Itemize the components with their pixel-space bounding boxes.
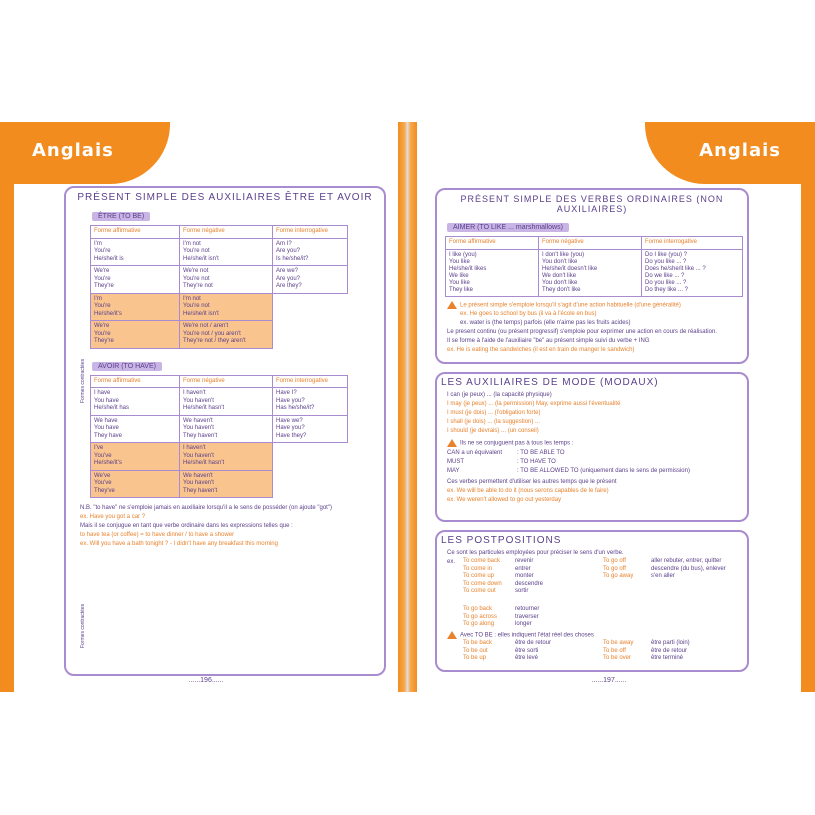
- side-label: Formes contractées: [80, 603, 86, 648]
- cell: We're You're They're: [91, 266, 180, 294]
- post-meaning: retourner: [515, 606, 540, 612]
- post-meaning: entrer: [515, 565, 531, 572]
- tobe-verb: To be up: [463, 655, 487, 662]
- modaux-note: Ces verbes permettent d'utiliser les autres temps que le présent: [447, 478, 617, 485]
- tobe-verb: To be over: [603, 655, 632, 662]
- post-meaning: s'en aller: [651, 573, 675, 579]
- cell: Are we? Are you? Are they?: [273, 266, 348, 294]
- left-frame: [64, 186, 386, 676]
- warning-icon: [447, 439, 457, 447]
- eq-value: : TO BE ABLE TO: [517, 449, 565, 456]
- eq-label: MAY: [447, 467, 460, 474]
- note-line: Mais il se conjugue en tant que verbe ordinaire dans les expressions telles que :: [80, 523, 293, 529]
- left-title: PRÉSENT SIMPLE DES AUXILIAIRES ÊTRE ET AVOIR: [77, 192, 373, 203]
- present-notes: [447, 301, 747, 356]
- post-meaning: aller rebuter, entrer, quitter: [651, 558, 722, 564]
- tobe-meaning: être parti (loin): [651, 640, 690, 647]
- cell: We haven't You haven't They haven't: [180, 415, 273, 443]
- post-meaning: descendre (du bus), enlever: [651, 565, 726, 572]
- postpositions-title: LES POSTPOSITIONS: [441, 535, 562, 546]
- tobe-verb: To be back: [463, 640, 493, 647]
- tobe-meaning: être terminé: [651, 655, 684, 662]
- tobe-line: Avec TO BE : elles indiquent l'état réel des choses: [460, 632, 594, 639]
- avoir-table: [90, 375, 348, 499]
- tobe-meaning: être levé: [515, 655, 539, 662]
- warning-icon: [447, 301, 457, 309]
- book-gutter: [398, 122, 417, 692]
- header-cell: Forme affirmative: [91, 375, 180, 388]
- eq-label: CAN a un équivalent: [447, 449, 503, 456]
- right-page: [417, 122, 815, 692]
- note-line: ex. Will you have a bath tonight ? - I didn't have any breakfast this morning: [80, 541, 278, 547]
- like-table: [445, 236, 743, 297]
- header-cell: Forme négative: [539, 237, 642, 250]
- cell: Have we? Have you? Have they?: [273, 415, 348, 443]
- header-cell: Forme négative: [180, 226, 273, 239]
- empty-cell: [273, 470, 348, 498]
- note-line: ex. He goes to school by bus (il va à l'école en bus): [460, 311, 597, 318]
- postpositions-intro: Ce sont les particules employées pour préciser le sens d'un verbe.: [447, 550, 624, 556]
- cell: Do I like (you) ? Do you like ... ? Does he/she/it like ... ? Do we like ... ? Do you like ... ? Do they like ... ?: [642, 249, 743, 296]
- cell: Am I? Are you? Is he/she/it?: [273, 238, 348, 266]
- etre-tag: ÊTRE (TO BE): [92, 212, 150, 221]
- note-line: N.B. "to have" ne s'emploie jamais en auxiliaire lorsqu'il a le sens de posséder (on ajoute "got"): [80, 505, 332, 511]
- header-cell: Forme interrogative: [273, 375, 348, 388]
- post-ex: ex.: [447, 559, 456, 565]
- empty-cell: [273, 443, 348, 471]
- cell: I have You have He/she/it has: [91, 388, 180, 416]
- post-verb: To go across: [463, 613, 498, 620]
- post-list-2: [463, 606, 747, 629]
- cell: We have You have They have: [91, 415, 180, 443]
- post-meaning: revenir: [515, 558, 534, 564]
- modaux-warning: Ils ne se conjuguent pas à tous les temps :: [460, 440, 574, 447]
- cell: I'm not You're not He/she/it isn't: [180, 293, 273, 321]
- cell: We're You're They're: [91, 321, 180, 349]
- cell: I'm You're He/she/it's: [91, 293, 180, 321]
- post-verb: To go along: [463, 621, 495, 627]
- modaux-note: ex. We weren't allowed to go out yesterday: [447, 496, 562, 503]
- cell: I'm You're He/she/it is: [91, 238, 180, 266]
- note-line: Le présent simple s'emploie lorsqu'il s'agit d'une action habituelle (d'une généralité): [460, 302, 681, 309]
- header-cell: Forme interrogative: [273, 226, 348, 239]
- modaux-title: LES AUXILIAIRES DE MODE (MODAUX): [441, 377, 659, 388]
- header-cell: Forme affirmative: [91, 226, 180, 239]
- tobe-meaning: être de retour: [651, 647, 688, 654]
- post-verb: To come in: [463, 565, 493, 572]
- post-verb: To come down: [463, 580, 502, 587]
- post-verb: To go away: [603, 573, 634, 579]
- modaux-line: I may (je peux) ... (la permission) May, exprime aussi l'éventualité: [447, 401, 621, 407]
- tobe-meaning: être sorti: [515, 647, 539, 654]
- cell: We've You've They've: [91, 470, 180, 498]
- anglais-logo: Anglais: [699, 140, 781, 161]
- book-spread: [0, 122, 815, 692]
- note-line: to have tea (or coffee) = to have dinner / to have a shower: [80, 532, 235, 538]
- post-meaning: traverser: [515, 613, 539, 620]
- cell: We're not You're not They're not: [180, 266, 273, 294]
- cell: I don't like (you) You don't like He/she/it doesn't like We don't like You don't like They don't like: [539, 249, 642, 296]
- page-number: ......197......: [591, 677, 627, 684]
- tobe-meaning: être de retour: [515, 640, 552, 647]
- warning-icon: [447, 631, 457, 639]
- aimer-tag: AIMER (TO LIKE ... marshmallows): [447, 223, 569, 232]
- header-cell: Forme affirmative: [446, 237, 539, 250]
- note-line: ex. Have you got a car ?: [80, 514, 146, 520]
- eq-value: : TO BE ALLOWED TO (uniquement dans le sens de permission): [517, 467, 690, 474]
- modaux-note: ex. We will be able to do it (nous serons capables de le faire): [447, 487, 609, 494]
- modaux-frame: [435, 372, 749, 522]
- cell: I haven't You haven't He/she/it hasn't: [180, 443, 273, 471]
- postpositions-frame: [435, 530, 749, 672]
- cell: Have I? Have you? Has he/she/it?: [273, 388, 348, 416]
- tobe-verb: To be off: [603, 647, 626, 654]
- avoir-tag: AVOIR (TO HAVE): [92, 362, 162, 371]
- anglais-logo: Anglais: [32, 140, 114, 161]
- cell: I've You've He/she/it's: [91, 443, 180, 471]
- cell: I'm not You're not He/she/it isn't: [180, 238, 273, 266]
- modaux-line: I can (je peux) ... (la capacité physique): [447, 392, 552, 398]
- left-notes: [80, 504, 384, 549]
- header-cell: Forme négative: [180, 375, 273, 388]
- post-meaning: descendre: [515, 580, 544, 587]
- cell: We're not / aren't You're not / you aren't They're not / they aren't: [180, 321, 273, 349]
- post-verb: To come out: [463, 588, 496, 594]
- cell: I haven't You haven't He/she/it hasn't: [180, 388, 273, 416]
- post-verb: To come back: [463, 558, 501, 564]
- eq-label: MUST: [447, 458, 464, 465]
- header-cell: Forme interrogative: [642, 237, 743, 250]
- modaux-list: [447, 391, 747, 505]
- empty-cell: [273, 293, 348, 321]
- verbes-frame: [435, 188, 749, 364]
- post-verb: To go back: [463, 606, 493, 612]
- eq-value: : TO HAVE TO: [517, 458, 556, 465]
- right-title: PRÉSENT SIMPLE DES VERBES ORDINAIRES (NON AUXILIAIRES): [460, 194, 724, 214]
- post-verb: To go off: [603, 558, 626, 564]
- tobe-list: [463, 640, 747, 666]
- modaux-line: I must (je dois) ... (l'obligation forte): [447, 410, 541, 416]
- note-line: ex. He is eating the sandwiches (il est en train de manger le sandwich): [447, 347, 635, 354]
- post-verb: To come up: [463, 573, 495, 579]
- side-label: Formes contractées: [80, 358, 86, 403]
- note-line: Le present continu (ou présent progressif) s'emploie pour exprimer une action en cours de réalisation.: [447, 329, 717, 336]
- empty-cell: [273, 321, 348, 349]
- cell: I like (you) You like He/she/it likes We like You like They like: [446, 249, 539, 296]
- tobe-verb: To be away: [603, 640, 634, 647]
- page-number: ......196......: [188, 677, 224, 684]
- note-line: Il se forme à l'aide de l'auxiliaire "be" au présent simple suivi du verbe + ING: [447, 338, 650, 345]
- post-meaning: monter: [515, 573, 534, 579]
- modaux-line: I should (je devrais) ... (un conseil): [447, 428, 539, 434]
- cell: We haven't You haven't They haven't: [180, 470, 273, 498]
- note-line: ex. water is (the temps) parfois (elle n'aime pas les fruits acides): [460, 320, 631, 327]
- post-list-1: [463, 558, 747, 606]
- modaux-line: I shall (je dois) ... (la suggestion) ...: [447, 419, 541, 425]
- etre-table: [90, 225, 348, 349]
- post-verb: To go off: [603, 565, 626, 572]
- left-page: [0, 122, 398, 692]
- tobe-verb: To be out: [463, 647, 488, 654]
- post-meaning: sortir: [515, 588, 529, 594]
- post-meaning: longer: [515, 621, 532, 627]
